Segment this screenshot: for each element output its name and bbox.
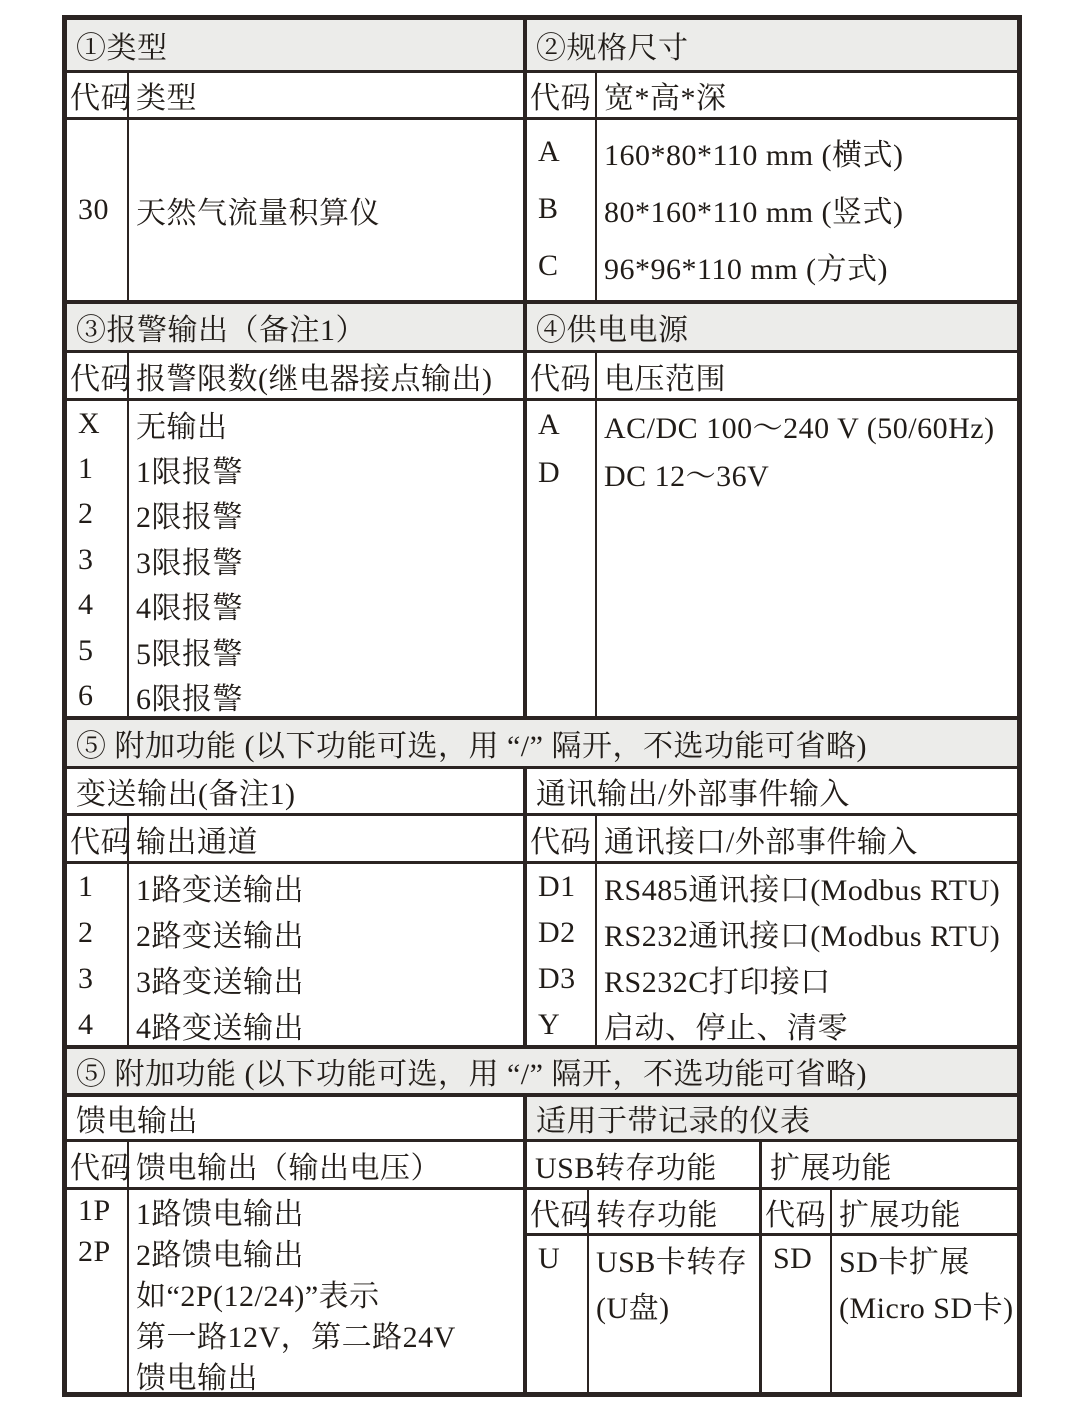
desc-header-cell [129,73,523,117]
code-value: 2 [78,916,94,949]
feed-output-subtable [67,1142,523,1395]
transmit-output-subtitle: 变送输出(备注1) [76,778,296,811]
row-body-1 [67,117,1017,300]
transmit-col-headers [67,816,523,861]
code-header-cell [67,73,129,117]
row-headers-2 [67,350,1017,398]
section2-col-headers [523,73,1017,117]
code-column [67,864,129,1045]
comm-output-subtitle: 通讯输出/外部事件输入 [523,769,1017,813]
desc-header-cell [129,353,523,398]
section4-body [523,401,1017,716]
section2-desc-header: 宽*高*深 [604,82,727,115]
desc-value: (U盘) [596,1292,670,1325]
code-value: 1P [78,1193,111,1227]
section1-code-header: 代码 [70,82,131,115]
row-titles-1 [67,20,1017,70]
desc-column [597,120,1017,300]
code-column [527,1236,589,1392]
desc-value: 第一路12V，第二路24V [136,1320,456,1354]
code-value: U [538,1242,561,1275]
code-value: 30 [78,193,109,226]
code-header-cell [527,353,597,398]
code-value: A [538,408,561,441]
code-header-cell [67,1142,129,1187]
desc-column [129,401,523,716]
code-value: 3 [78,542,94,576]
code-value: C [538,248,559,282]
feed-code-header: 代码 [70,1151,131,1185]
desc-header-cell [589,1190,759,1233]
section4-desc-header: 电压范围 [604,362,726,396]
code-column [67,120,129,300]
sd-desc-header: 扩展功能 [839,1198,961,1232]
sd-subtable [762,1142,1017,1392]
desc-value: 如“2P(12/24)”表示 [136,1279,380,1313]
desc-header-cell [597,73,1017,117]
code-column [527,864,597,1045]
section5b-banner: ⑤ 附加功能 (以下功能可选，用 “/” 隔开，不选功能可省略) [67,1049,1017,1093]
desc-column [129,864,523,1045]
section4-col-headers [523,353,1017,398]
desc-value: 2限报警 [136,501,243,535]
desc-column [589,1236,759,1392]
code-value: X [78,406,101,440]
code-header-cell [527,1190,589,1233]
code-value: 2P [78,1234,111,1268]
transmit-code-header: 代码 [70,825,131,859]
desc-value: 160*80*110 mm (横式) [604,138,904,172]
code-value: 1 [78,452,94,486]
code-value: 2 [78,497,94,531]
code-value: D [538,456,561,489]
code-value: A [538,134,561,168]
desc-value: 启动、停止、清零 [604,1012,848,1045]
ordering-code-table [62,15,1022,1397]
usb-col-headers [527,1187,759,1233]
desc-value: DC 12～36V [604,460,770,493]
comm-code-header: 代码 [530,825,591,859]
desc-value: RS232通讯接口(Modbus RTU) [604,920,1001,953]
code-header-cell [527,816,597,861]
transmit-body [67,864,523,1045]
sd-subtitle-row [762,1142,1017,1187]
code-column [67,401,129,716]
section2-body [523,120,1017,300]
code-value: SD [773,1242,813,1275]
code-column [527,401,597,716]
code-value: 4 [78,588,94,622]
usb-code-header: 代码 [530,1198,591,1232]
code-value: 4 [78,1008,94,1041]
desc-value: 2路馈电输出 [136,1238,304,1272]
desc-value: 3路变送输出 [136,966,304,999]
section1-desc-header: 类型 [136,82,197,115]
desc-value: 1路馈电输出 [136,1197,304,1231]
code-value: D3 [538,962,576,995]
desc-header-cell [597,353,1017,398]
desc-value: 6限报警 [136,683,243,717]
section1-col-headers [67,73,523,117]
code-value: B [538,191,559,225]
desc-value: RS485通讯接口(Modbus RTU) [604,874,1001,907]
section3-code-header: 代码 [70,362,131,396]
desc-value: USB卡转存 [596,1246,748,1279]
code-header-cell [527,73,597,117]
desc-column [832,1236,1017,1392]
code-value: 1 [78,870,94,903]
desc-value: (Micro SD卡) [839,1292,1014,1325]
desc-value: 天然气流量积算仪 [136,197,380,230]
section5a-banner: ⑤ 附加功能 (以下功能可选，用 “/” 隔开，不选功能可省略) [67,720,1017,766]
desc-column [597,864,1017,1045]
desc-column [129,1190,523,1395]
code-value: 5 [78,633,94,667]
code-column [762,1236,832,1392]
desc-header-cell [129,1142,523,1187]
desc-value: 1限报警 [136,456,243,490]
section3-title: ③报警输出（备注1） [67,304,523,350]
row-subtitles-1 [67,766,1017,813]
sd-code-header: 代码 [765,1198,826,1232]
record-subtable [523,1142,1017,1392]
section1-title: ①类型 [67,20,523,70]
section3-desc-header: 报警限数(继电器接点输出) [136,362,493,396]
desc-value: 3限报警 [136,546,243,580]
desc-header-cell [597,816,1017,861]
desc-header-cell [129,816,523,861]
desc-value: RS232C打印接口 [604,966,831,999]
row-headers-1 [67,70,1017,117]
sd-body [762,1233,1017,1392]
usb-body [527,1233,759,1392]
code-value: D2 [538,916,576,949]
desc-column [129,120,523,300]
row-banner-2 [67,1045,1017,1093]
row-headers-3 [67,813,1017,861]
desc-header-cell [832,1190,1017,1233]
section3-col-headers [67,353,523,398]
desc-value: 馈电输出 [136,1361,258,1395]
desc-value: AC/DC 100～240 V (50/60Hz) [604,412,995,445]
row-body-2 [67,398,1017,716]
section2-title: ②规格尺寸 [523,20,1017,70]
usb-subtitle-row [527,1142,759,1187]
transmit-desc-header: 输出通道 [136,825,258,859]
desc-value: 96*96*110 mm (方式) [604,252,889,286]
code-header-cell [67,816,129,861]
code-value: D1 [538,870,576,903]
feed-output-subtitle: 馈电输出 [76,1105,198,1138]
desc-value: 5限报警 [136,637,243,671]
row-body-4 [67,1139,1017,1395]
comm-col-headers [523,816,1017,861]
section4-code-header: 代码 [530,362,591,396]
row-body-3 [67,861,1017,1045]
code-value: Y [538,1008,561,1041]
desc-column [597,401,1017,716]
code-header-cell [67,353,129,398]
code-value: 6 [78,679,94,713]
row-banner-1 [67,716,1017,766]
desc-value: 2路变送输出 [136,920,304,953]
section1-body [67,120,523,300]
section4-title: ④供电电源 [523,304,1017,350]
desc-value: 无输出 [136,410,228,444]
usb-subtable [527,1142,762,1392]
spec-sheet-page [0,15,1080,1427]
feed-body [67,1187,523,1395]
row-titles-2 [67,300,1017,350]
usb-desc-header: 转存功能 [596,1198,718,1232]
desc-value: 1路变送输出 [136,874,304,907]
code-value: 3 [78,962,94,995]
code-header-cell [762,1190,832,1233]
feed-col-headers [67,1142,523,1187]
usb-subtitle: USB转存功能 [535,1151,717,1185]
code-column [67,1190,129,1395]
desc-value: SD卡扩展 [839,1246,970,1279]
sd-col-headers [762,1187,1017,1233]
comm-body [523,864,1017,1045]
section3-body [67,401,523,716]
desc-value: 80*160*110 mm (竖式) [604,195,904,229]
sd-subtitle: 扩展功能 [770,1151,892,1185]
row-subtitles-2 [67,1093,1017,1139]
desc-value: 4路变送输出 [136,1012,304,1045]
comm-desc-header: 通讯接口/外部事件输入 [604,825,918,859]
section2-code-header: 代码 [530,82,591,115]
code-column [527,120,597,300]
record-subtitle: 适用于带记录的仪表 [523,1097,1017,1139]
feed-desc-header: 馈电输出（输出电压） [136,1151,441,1185]
desc-value: 4限报警 [136,592,243,626]
